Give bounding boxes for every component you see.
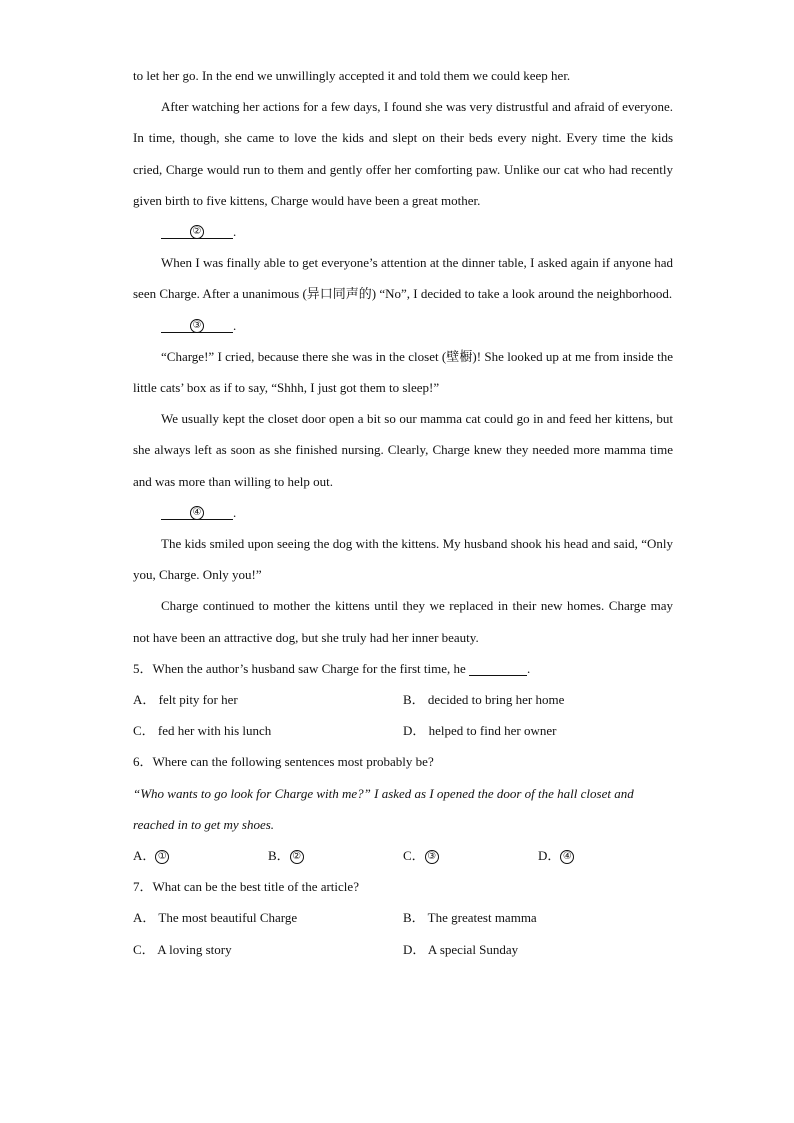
option-label: C． [403, 848, 425, 864]
blank-period: . [233, 317, 237, 333]
option-label: A． [133, 848, 156, 864]
document-body [133, 60, 673, 965]
q5-option-c[interactable]: C． fed her with his lunch [133, 723, 272, 739]
passage-paragraph-2: When I was finally able to get everyone’s attention at the dinner table, I asked again if anyone had seen Charge. After a unanimous (异口同声的) “No”, I decided to take a look around the neighborhood. [133, 255, 673, 302]
q6-option-a[interactable] [133, 840, 268, 871]
q7-option-b[interactable]: B． The greatest mamma [403, 910, 537, 926]
blank-number: ② [190, 225, 204, 239]
passage-paragraph-4: We usually kept the closet door open a bit so our mamma cat could go in and feed her kittens, but she always left as soon as she finished nursing. Clearly, Charge knew they needed more mamma time and was more than willing to help out. [133, 411, 673, 489]
q5-option-d[interactable]: D． helped to find her owner [403, 723, 557, 739]
question-5-end: . [527, 660, 531, 676]
passage-paragraph-6: Charge continued to mother the kittens until they we replaced in their new homes. Charge may not have been an attractive dog, but she truly had her inner beauty. [133, 598, 673, 645]
q6-option-d[interactable] [538, 840, 673, 871]
question-5-text: 5．When the author’s husband saw Charge for the first time, he [133, 660, 469, 676]
q6-option-c[interactable] [403, 840, 538, 871]
q7-option-d[interactable]: D． A special Sunday [403, 941, 519, 957]
question-5-options-row-2 [133, 715, 673, 746]
answer-blank[interactable] [161, 224, 233, 239]
answer-blank[interactable] [161, 505, 233, 520]
question-6-quote: “Who wants to go look for Charge with me?” I asked as I opened the door of the hall closet and reached in to get my shoes. [133, 785, 634, 832]
question-7-options-row-1 [133, 902, 673, 933]
passage-blank-4 [133, 497, 673, 528]
question-7-options-row-2 [133, 934, 673, 965]
option-label: D． [538, 848, 561, 864]
passage-blank-2 [133, 216, 673, 247]
question-6-options [133, 840, 673, 871]
q6-option-b[interactable] [268, 840, 403, 871]
blank-period: . [233, 504, 237, 520]
blank-number: ④ [190, 506, 204, 520]
option-symbol: ④ [560, 850, 574, 864]
passage-paragraph-5: The kids smiled upon seeing the dog with the kittens. My husband shook his head and said, “Only you, Charge. Only you!” [133, 536, 673, 583]
question-6-stem: 6．Where can the following sentences most probably be? [133, 754, 434, 770]
passage-paragraph-0: to let her go. In the end we unwillingly accepted it and told them we could keep her. [133, 68, 571, 83]
q5-option-a[interactable]: A． felt pity for her [133, 692, 238, 708]
passage-blank-3 [133, 310, 673, 341]
passage-paragraph-1: After watching her actions for a few days, I found she was very distrustful and afraid of everyone. In time, though, she came to love the kids and slept on their beds every night. Every time the kids cried, Charge would run to them and gently offer her comforting paw. Unlike our cat who had recently given birth to five kittens, Charge would have been a great mother. [133, 99, 673, 208]
answer-blank[interactable] [469, 661, 527, 676]
blank-period: . [233, 224, 237, 240]
question-5-stem [133, 653, 673, 684]
passage-paragraph-3: “Charge!” I cried, because there she was in the closet (壁橱)! She looked up at me from inside the little cats’ box as if to say, “Shhh, I just got them to sleep!” [133, 348, 673, 396]
blank-number: ③ [190, 319, 204, 333]
option-symbol: ③ [425, 850, 439, 864]
q7-option-a[interactable]: A． The most beautiful Charge [133, 910, 298, 926]
option-symbol: ① [155, 850, 169, 864]
question-5-options-row-1 [133, 684, 673, 715]
q7-option-c[interactable]: C． A loving story [133, 941, 232, 957]
option-symbol: ② [290, 850, 304, 864]
answer-blank[interactable] [161, 318, 233, 333]
question-7-stem: 7．What can be the best title of the article? [133, 879, 359, 895]
q5-option-b[interactable]: B． decided to bring her home [403, 692, 565, 708]
option-label: B． [268, 848, 290, 864]
